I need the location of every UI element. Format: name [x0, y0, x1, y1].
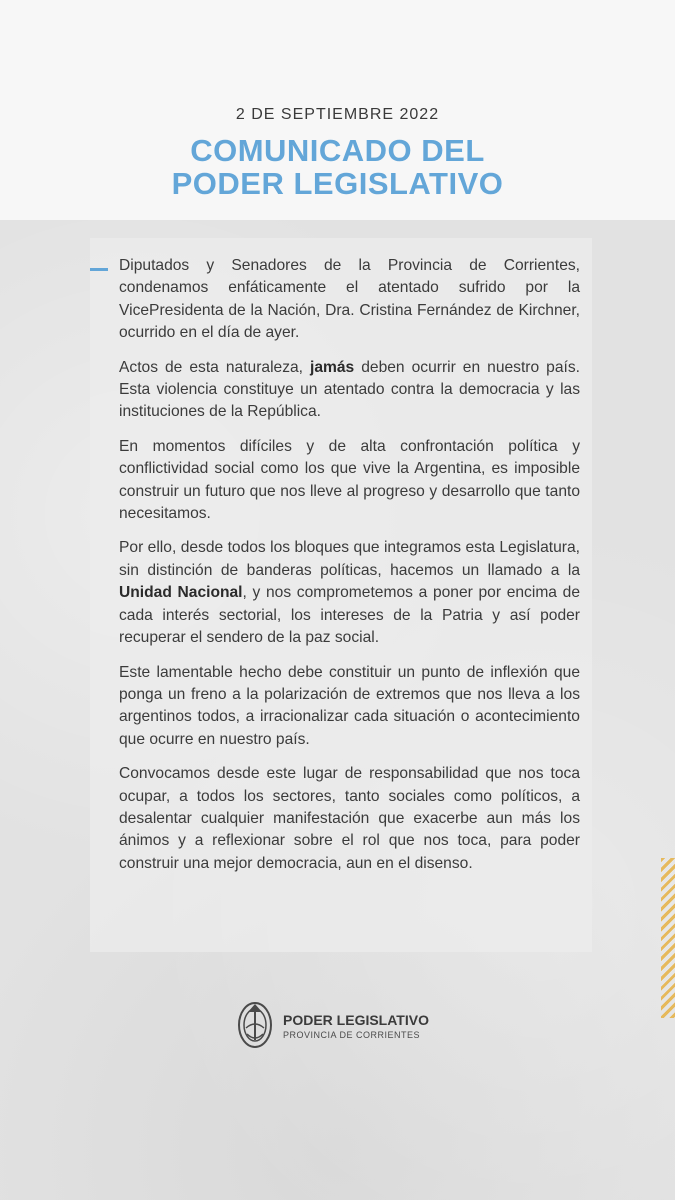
highlight-jamas: jamás: [310, 358, 355, 376]
page-title: [0, 134, 675, 200]
provincial-seal-icon: [235, 998, 275, 1050]
gold-hatch-decoration: [661, 858, 675, 1018]
paragraph-1: Diputados y Senadores de la Provincia de Corrientes, condenamos enfáticamente el atentado sufrido por la VicePresidenta de la Nación, Dra. Cristina Fernández de Kirchner, ocurrido en el día de ayer.: [119, 257, 580, 342]
date-label: 2 DE SEPTIEMBRE 2022: [235, 106, 440, 123]
paragraph-4: [119, 537, 580, 649]
title-line-2: PODER LEGISLATIVO: [171, 166, 504, 201]
paragraph-5: Este lamentable hecho debe constituir un punto de inflexión que ponga un freno a la polarización de extremos que nos lleva a los argentinos todos, a irracionalizar cada situación o acontecimiento que ocurre en nuestro país.: [119, 663, 580, 748]
statement-body: [119, 255, 580, 887]
paragraph-4-text-c: , y nos comprometemos a poner por encima de cada interés sectorial, los intereses de la Patria y así poder recuperar el sendero de la paz social.: [119, 584, 580, 647]
header: [0, 0, 675, 220]
accent-dash: [90, 268, 108, 271]
paragraph-2-text-a: Actos de esta naturaleza,: [119, 358, 311, 376]
paragraph-3: En momentos difíciles y de alta confrontación política y conflictividad social como los que vive la Argentina, es imposible construir un futuro que nos lleve al progreso y desarrollo que tanto necesitamos.: [119, 437, 580, 523]
logo-subtitle: PROVINCIA DE CORRIENTES: [283, 1030, 421, 1040]
paragraph-4-text-a: Por ello, desde todos los bloques que integramos esta Legislatura, sin distinción de banderas políticas, hacemos un llamado a la: [119, 539, 580, 579]
logo-title: PODER LEGISLATIVO: [283, 1012, 429, 1028]
paragraph-6: Convocamos desde este lugar de responsabilidad que nos toca ocupar, a todos los sectores, tanto sociales como políticos, a desalentar cualquier manifestación que exacerbe aun más los ánimos y a reflexionar sobre el rol que nos toca, para poder construir una mejor democracia, aun en el disenso.: [119, 765, 580, 872]
paragraph-2: [119, 357, 580, 424]
footer-logo: [235, 998, 455, 1050]
highlight-unidad-nacional: Unidad Nacional: [119, 584, 243, 602]
paragraph-2-text-c: deben ocurrir en nuestro país. Esta violencia constituye un atentado contra la democracia y las instituciones de la República.: [119, 358, 580, 421]
title-line-1: COMUNICADO DEL: [190, 133, 485, 168]
